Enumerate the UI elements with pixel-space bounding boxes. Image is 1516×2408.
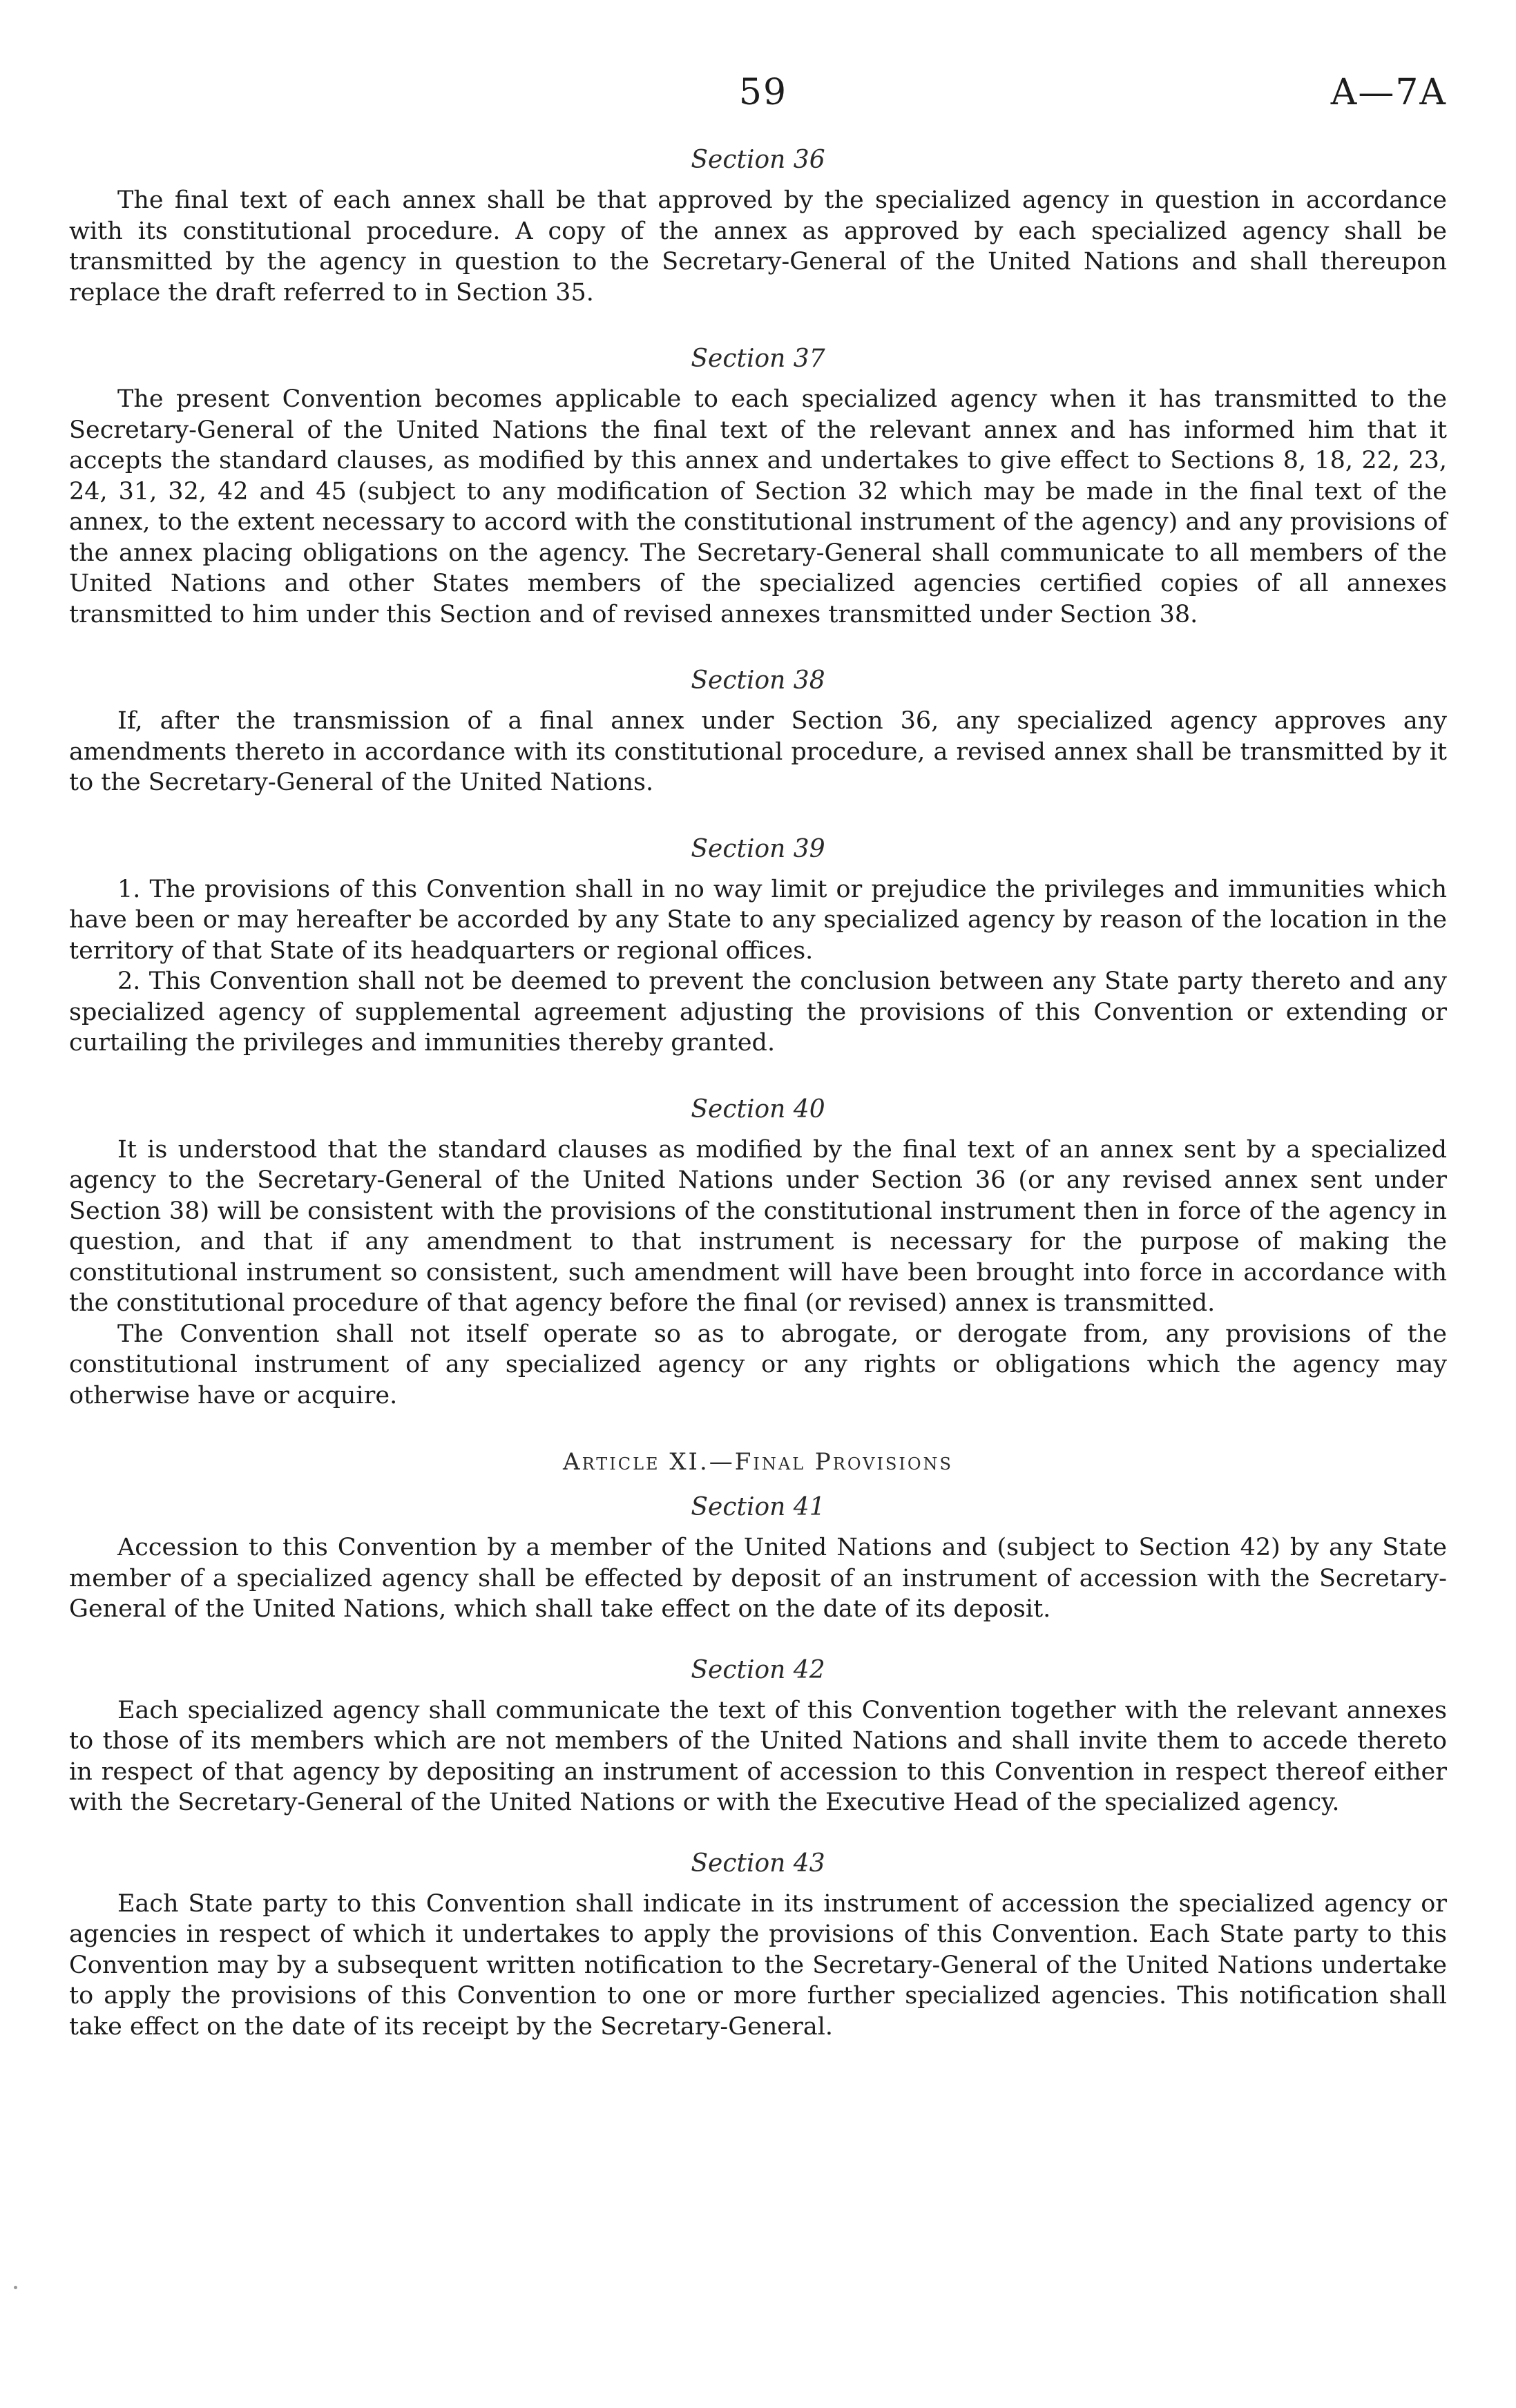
section-heading: Section 36 (691, 146, 825, 174)
section-41 (69, 1492, 1447, 1625)
section-43 (69, 1849, 1447, 2043)
section-paragraph: 2. This Convention shall not be deemed to prevent the conclusion between any State party thereto and any specialized agency of supplemental agreement adjusting the provisions of this Convention or extending or curtailing the privileges and immunities thereby granted. (69, 967, 1447, 1057)
section-heading: Section 42 (691, 1655, 825, 1684)
section-40 (69, 1095, 1447, 1412)
section-paragraph: It is understood that the standard clauses as modified by the final text of an annex sent by a specialized agency to the Secretary-General of the United Nations under Section 36 (or any revised annex sent under Section 38) will be consistent with the provisions of the constitutional instrument then in force of the agency in question, and that if any amendment to that instrument is necessary for the purpose of making the constitutional instrument so consistent, such amendment will have been brought into force in accordance with the constitutional procedure of that agency before the final (or revised) annex is transmitted. (69, 1135, 1447, 1317)
document-code: A—7A (1330, 72, 1447, 113)
section-paragraph: The present Convention becomes applicable to each specialized agency when it has transmitted to the Secretary-General of the United Nations the final text of the relevant annex and has informed him that it accepts the standard clauses, as modified by this annex and undertakes to give effect to Sections 8, 18, 22, 23, 24, 31, 32, 42 and 45 (subject to any modification of Section 32 which may be made in the final text of the annex, to the extent necessary to accord with the constitutional instrument of the agency) and any provisions of the annex placing obligations on the agency. The Secretary-General shall communicate to all members of the United Nations and other States members of the specialized agencies certified copies of all annexes transmitted to him under this Section and of revised annexes transmitted under Section 38. (69, 385, 1447, 628)
section-36 (69, 145, 1447, 308)
section-paragraph: If, after the transmission of a final annex under Section 36, any specialized agency approves any amendments thereto in accordance with its constitutional procedure, a revised annex shall be transmitted by it to the Secretary-General of the United Nations. (69, 707, 1447, 796)
section-paragraph: The final text of each annex shall be that approved by the specialized agency in question in accordance with its constitutional procedure. A copy of the annex as approved by each specialized agency shall be transmitted by the agency in question to the Secretary-General of the United Nations and shall thereupon replace the draft referred to in Section 35. (69, 186, 1447, 307)
section-paragraph: Accession to this Convention by a member of the United Nations and (subject to Section 42) by any State member of a specialized agency shall be effected by deposit of an instrument of accession with the Secretary-General of the United Nations, which shall take effect on the date of its deposit. (69, 1534, 1447, 1623)
section-38 (69, 666, 1447, 798)
page-header (0, 72, 1516, 127)
section-42 (69, 1655, 1447, 1818)
section-paragraph: The Convention shall not itself operate so as to abrogate, or derogate from, any provisions of the constitutional instrument of any specialized agency or any rights or obligations which the agency may otherwise have or acquire. (69, 1320, 1447, 1409)
section-37 (69, 344, 1447, 630)
article-heading: Article XI.—Final Provisions (563, 1448, 953, 1476)
section-39 (69, 834, 1447, 1059)
section-heading: Section 43 (691, 1849, 825, 1878)
page-number: 59 (738, 72, 788, 113)
margin-speck (14, 2286, 17, 2289)
section-paragraph: Each State party to this Convention shall indicate in its instrument of accession the specialized agency or agencies in respect of which it undertakes to apply the provisions of this Convention. Each State party to this Convention may by a subsequent written notification to the Secretary-General of the United Nations undertake to apply the provisions of this Convention to one or more further specialized agencies. This notification shall take effect on the date of its receipt by the Secretary-General. (69, 1889, 1447, 2041)
section-paragraph: 1. The provisions of this Convention shall in no way limit or prejudice the privileges and immunities which have been or may hereafter be accorded by any State to any specialized agency by reason of the location in the territory of that State of its headquarters or regional offices. (69, 875, 1447, 965)
document-body (69, 145, 1447, 2072)
section-paragraph: Each specialized agency shall communicate the text of this Convention together with the relevant annexes to those of its members which are not members of the United Nations and shall invite them to accede thereto in respect of that agency by depositing an instrument of accession to this Convention in respect thereof either with the Secretary-General of the United Nations or with the Executive Head of the specialized agency. (69, 1696, 1447, 1816)
section-heading: Section 38 (691, 666, 825, 695)
section-heading: Section 37 (691, 345, 825, 373)
section-heading: Section 41 (691, 1493, 825, 1521)
section-heading: Section 40 (691, 1095, 825, 1124)
section-heading: Section 39 (691, 834, 825, 863)
